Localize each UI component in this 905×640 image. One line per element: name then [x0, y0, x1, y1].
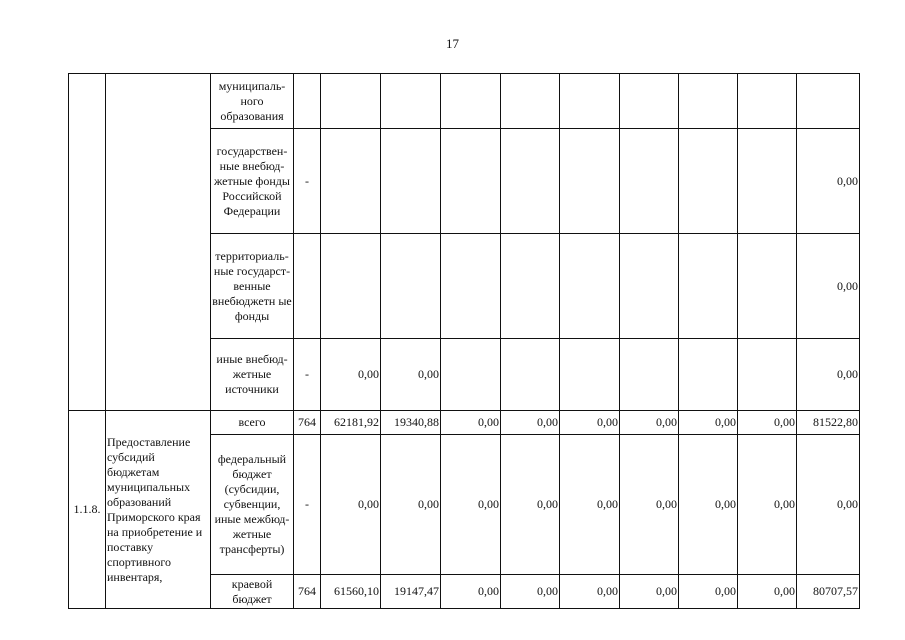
value-cell	[441, 339, 501, 411]
value-cell	[738, 129, 797, 234]
source-cell: государствен-ные внебюд-жетные фонды Российской Федерации	[211, 129, 294, 234]
code-cell-empty	[69, 74, 106, 411]
value-cell: 0,00	[679, 411, 738, 435]
value-cell	[321, 129, 381, 234]
value-cell: 0,00	[441, 575, 501, 609]
value-cell: 62181,92	[321, 411, 381, 435]
value-cell	[738, 339, 797, 411]
value-cell: 0,00	[501, 435, 560, 575]
value-cell: 0,00	[321, 435, 381, 575]
value-cell	[441, 234, 501, 339]
value-cell: 0,00	[501, 411, 560, 435]
value-cell: 0,00	[381, 339, 441, 411]
source-cell: всего	[211, 411, 294, 435]
value-cell	[620, 129, 679, 234]
total-cell: 81522,80	[797, 411, 860, 435]
value-cell: 0,00	[381, 435, 441, 575]
value-cell: 0,00	[321, 339, 381, 411]
grbs-cell: -	[294, 435, 321, 575]
total-cell: 0,00	[797, 435, 860, 575]
value-cell	[738, 74, 797, 129]
total-cell	[797, 74, 860, 129]
value-cell	[501, 339, 560, 411]
source-cell: краевой бюджет	[211, 575, 294, 609]
value-cell	[560, 74, 620, 129]
value-cell	[679, 234, 738, 339]
value-cell: 0,00	[738, 575, 797, 609]
value-cell	[501, 129, 560, 234]
value-cell	[679, 339, 738, 411]
grbs-cell	[294, 234, 321, 339]
value-cell: 0,00	[560, 411, 620, 435]
value-cell: 61560,10	[321, 575, 381, 609]
grbs-cell: 764	[294, 411, 321, 435]
value-cell: 0,00	[501, 575, 560, 609]
value-cell: 0,00	[441, 411, 501, 435]
value-cell: 0,00	[441, 435, 501, 575]
source-cell: муниципаль-ного образования	[211, 74, 294, 129]
table-row	[69, 74, 860, 129]
item-code: 1.1.8.	[69, 411, 106, 609]
value-cell	[560, 339, 620, 411]
item-name: Предоставление субсидий бюджетам муниципальных образований Приморского края на приобретение и поставку спортивного инвентаря,	[106, 411, 211, 609]
grbs-cell: -	[294, 339, 321, 411]
value-cell: 0,00	[560, 575, 620, 609]
grbs-cell	[294, 74, 321, 129]
total-cell: 0,00	[797, 234, 860, 339]
value-cell	[620, 74, 679, 129]
value-cell: 0,00	[620, 411, 679, 435]
value-cell: 0,00	[679, 575, 738, 609]
value-cell	[381, 234, 441, 339]
total-cell: 80707,57	[797, 575, 860, 609]
name-cell-empty	[106, 74, 211, 411]
value-cell: 0,00	[679, 435, 738, 575]
value-cell	[441, 129, 501, 234]
table-row	[69, 411, 860, 435]
total-cell: 0,00	[797, 129, 860, 234]
value-cell: 19147,47	[381, 575, 441, 609]
total-cell: 0,00	[797, 339, 860, 411]
value-cell	[738, 234, 797, 339]
value-cell	[321, 74, 381, 129]
value-cell	[381, 129, 441, 234]
grbs-cell: -	[294, 129, 321, 234]
value-cell	[679, 129, 738, 234]
value-cell: 19340,88	[381, 411, 441, 435]
value-cell	[321, 234, 381, 339]
value-cell	[679, 74, 738, 129]
value-cell: 0,00	[738, 411, 797, 435]
value-cell	[501, 74, 560, 129]
value-cell: 0,00	[738, 435, 797, 575]
value-cell: 0,00	[620, 575, 679, 609]
value-cell	[560, 234, 620, 339]
budget-table	[68, 73, 860, 609]
source-cell: территориаль-ные государст-венные внебюджетн ые фонды	[211, 234, 294, 339]
value-cell	[501, 234, 560, 339]
grbs-cell: 764	[294, 575, 321, 609]
value-cell	[441, 74, 501, 129]
source-cell: федеральный бюджет (субсидии, субвенции, иные межбюд-жетные трансферты)	[211, 435, 294, 575]
source-cell: иные внебюд-жетные источники	[211, 339, 294, 411]
value-cell	[620, 234, 679, 339]
value-cell	[620, 339, 679, 411]
page-number: 17	[446, 36, 459, 51]
value-cell	[560, 129, 620, 234]
value-cell: 0,00	[560, 435, 620, 575]
value-cell: 0,00	[620, 435, 679, 575]
value-cell	[381, 74, 441, 129]
